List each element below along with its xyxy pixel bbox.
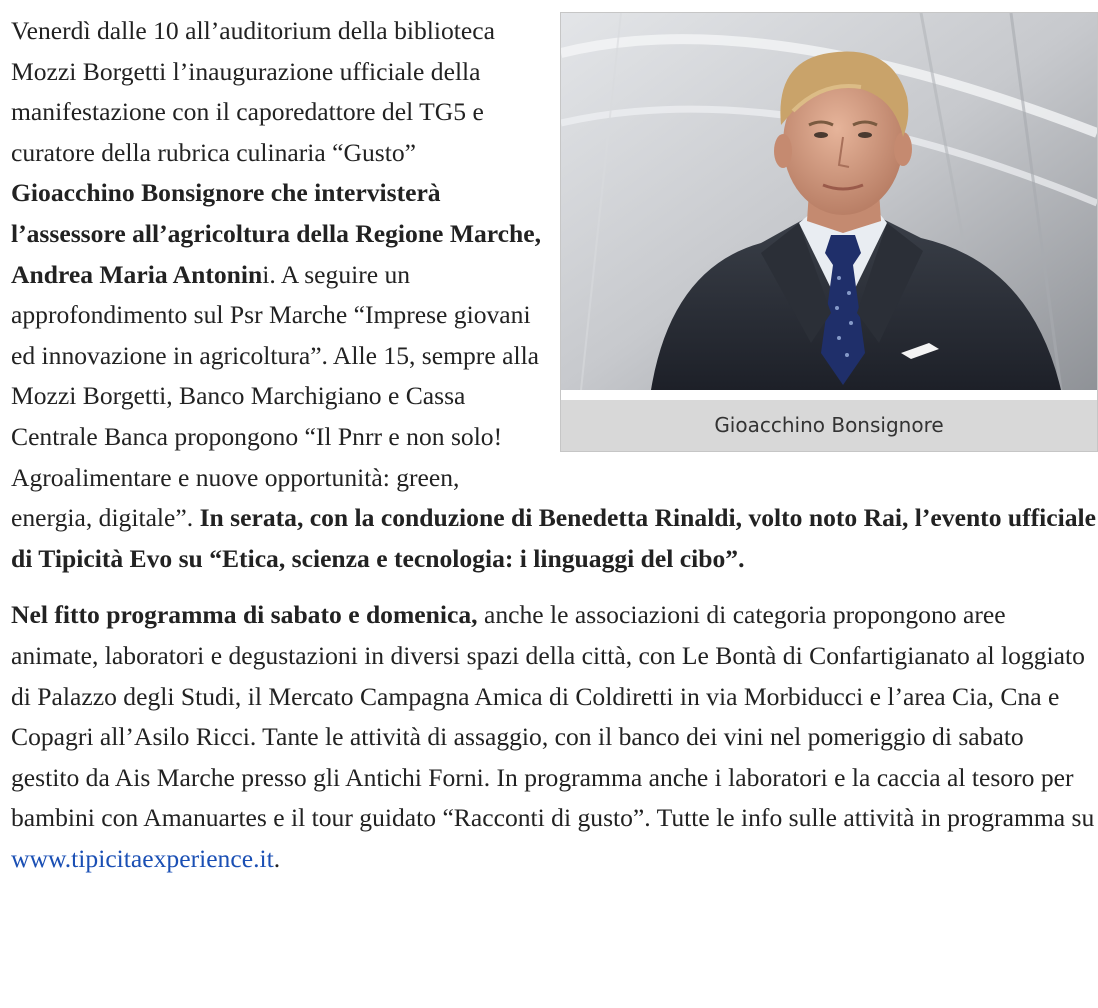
photo-figure (560, 12, 1098, 452)
photo-caption-gap (561, 390, 1097, 400)
paragraph2-text-1: anche le associazioni di categoria propongono aree animate, laboratori e degustazioni in diversi spazi della città, con Le Bontà di Confartigianato al loggiato di Palazzo degli Studi, il Mercato Campagna Amica di Coldiretti in via Morbiducci e l’area Cia, Cna e Copagri all’Asilo Ricci. Tante le attività di assaggio, con il banco dei vini nel pomeriggio di sabato gestito da Ais Marche presso gli Antichi Forni. In programma anche i laboratori e la caccia al tesoro per bambini con Amanuartes e il tour guidato “Racconti di gusto”. Tutte le info sulle attività in programma su (11, 600, 1095, 833)
portrait-photo (561, 13, 1097, 390)
paragraph1-bold-2: In serata, con la conduzione di Benedetta Rinaldi, volto noto Rai, l’evento ufficiale di Tipicità Evo su “Etica, scienza e tecnologia: i linguaggi del cibo”. (11, 503, 1097, 573)
paragraph1-text-2: i. A seguire un approfondimento sul Psr Marche “Imprese giovani ed innovazione in agricoltura”. Alle 15, sempre alla Mozzi Borgetti, Banco Marchigiano e Cassa Centrale Banca propongono “Il Pnrr e non solo! Agroalimentare e nuove opportunità: green, energia, digitale”. (11, 259, 540, 533)
paragraph2-text-2: . (273, 843, 281, 873)
paragraph2-bold-1: Nel fitto programma di sabato e domenica, (11, 600, 478, 630)
paragraph1-bold-1: Gioacchino Bonsignore che intervisterà l’assessore all’agricoltura della Regione Marche, Andrea Maria Antonin (11, 178, 542, 289)
paragraph1-text-1: Venerdì dalle 10 all’auditorium della biblioteca Mozzi Borgetti l’inaugurazione ufficiale della manifestazione con il caporedattore del TG5 e curatore della rubrica culinaria “Gusto” (11, 16, 495, 167)
paragraph-weekend-program (11, 595, 1098, 879)
portrait-image (561, 13, 1097, 390)
tipicita-website-link[interactable]: www.tipicitaexperience.it (11, 843, 274, 873)
photo-caption: Gioacchino Bonsignore (561, 400, 1097, 451)
